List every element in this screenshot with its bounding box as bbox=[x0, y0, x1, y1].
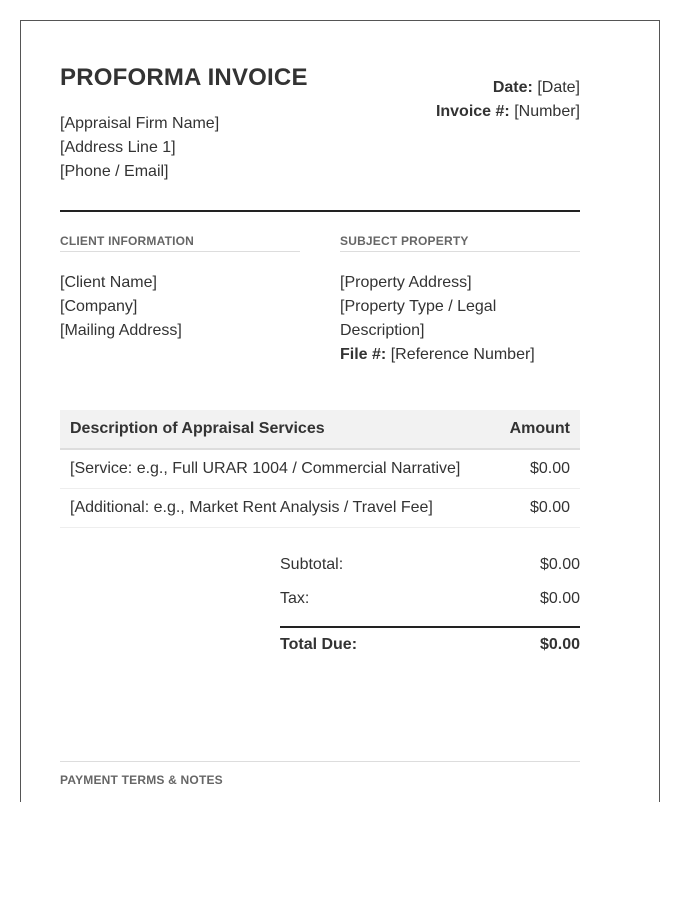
subtotal-label: Subtotal: bbox=[280, 556, 344, 573]
table-row bbox=[60, 449, 580, 489]
total-due-label: Total Due: bbox=[280, 636, 358, 653]
client-name: [Client Name] bbox=[60, 274, 157, 291]
header-divider bbox=[60, 210, 580, 212]
firm-contact: [Phone / Email] bbox=[60, 163, 169, 180]
subject-property-details bbox=[340, 271, 580, 367]
total-due-row bbox=[280, 626, 580, 662]
subject-property-section bbox=[340, 234, 580, 367]
property-type-line-2: Description] bbox=[340, 322, 425, 339]
tax-value: $0.00 bbox=[539, 590, 580, 607]
payment-terms-heading: PAYMENT TERMS & NOTES bbox=[60, 773, 223, 787]
description-column-header: Description of Appraisal Services bbox=[60, 410, 495, 449]
property-address: [Property Address] bbox=[340, 274, 472, 291]
page-title: PROFORMA INVOICE bbox=[60, 64, 308, 91]
invoice-number-label: Invoice #: bbox=[435, 103, 510, 120]
invoice-number-value: [Number] bbox=[514, 103, 580, 120]
service-amount: $0.00 bbox=[495, 489, 580, 528]
client-information-section bbox=[60, 234, 300, 343]
tax-label: Tax: bbox=[280, 590, 310, 607]
firm-address: [Address Line 1] bbox=[60, 139, 176, 156]
firm-details bbox=[60, 112, 219, 184]
amount-column-header: Amount bbox=[495, 410, 580, 449]
total-due-value: $0.00 bbox=[539, 636, 580, 653]
invoice-meta bbox=[436, 76, 580, 124]
file-number-value: [Reference Number] bbox=[390, 346, 535, 363]
file-number-label: File #: bbox=[340, 346, 387, 363]
date-label: Date: bbox=[492, 79, 533, 96]
subtotal-row bbox=[280, 548, 580, 582]
client-information-heading: CLIENT INFORMATION bbox=[60, 234, 300, 252]
services-table bbox=[60, 410, 580, 528]
totals-section bbox=[280, 548, 580, 662]
client-company: [Company] bbox=[60, 298, 138, 315]
service-amount: $0.00 bbox=[495, 449, 580, 489]
footer-divider bbox=[60, 761, 580, 762]
table-header-row bbox=[60, 410, 580, 449]
tax-row bbox=[280, 582, 580, 616]
client-mailing-address: [Mailing Address] bbox=[60, 322, 182, 339]
subtotal-value: $0.00 bbox=[539, 556, 580, 573]
firm-name: [Appraisal Firm Name] bbox=[60, 115, 220, 132]
client-details bbox=[60, 271, 300, 343]
property-type-line-1: [Property Type / Legal bbox=[340, 298, 497, 315]
file-number-line bbox=[340, 343, 580, 367]
subject-property-heading: SUBJECT PROPERTY bbox=[340, 234, 580, 252]
service-description: [Service: e.g., Full URAR 1004 / Commercial Narrative] bbox=[60, 449, 495, 489]
date-line bbox=[436, 76, 580, 100]
invoice-number-line bbox=[436, 100, 580, 124]
date-value: [Date] bbox=[537, 79, 580, 96]
service-description: [Additional: e.g., Market Rent Analysis / Travel Fee] bbox=[60, 489, 495, 528]
table-row bbox=[60, 489, 580, 528]
